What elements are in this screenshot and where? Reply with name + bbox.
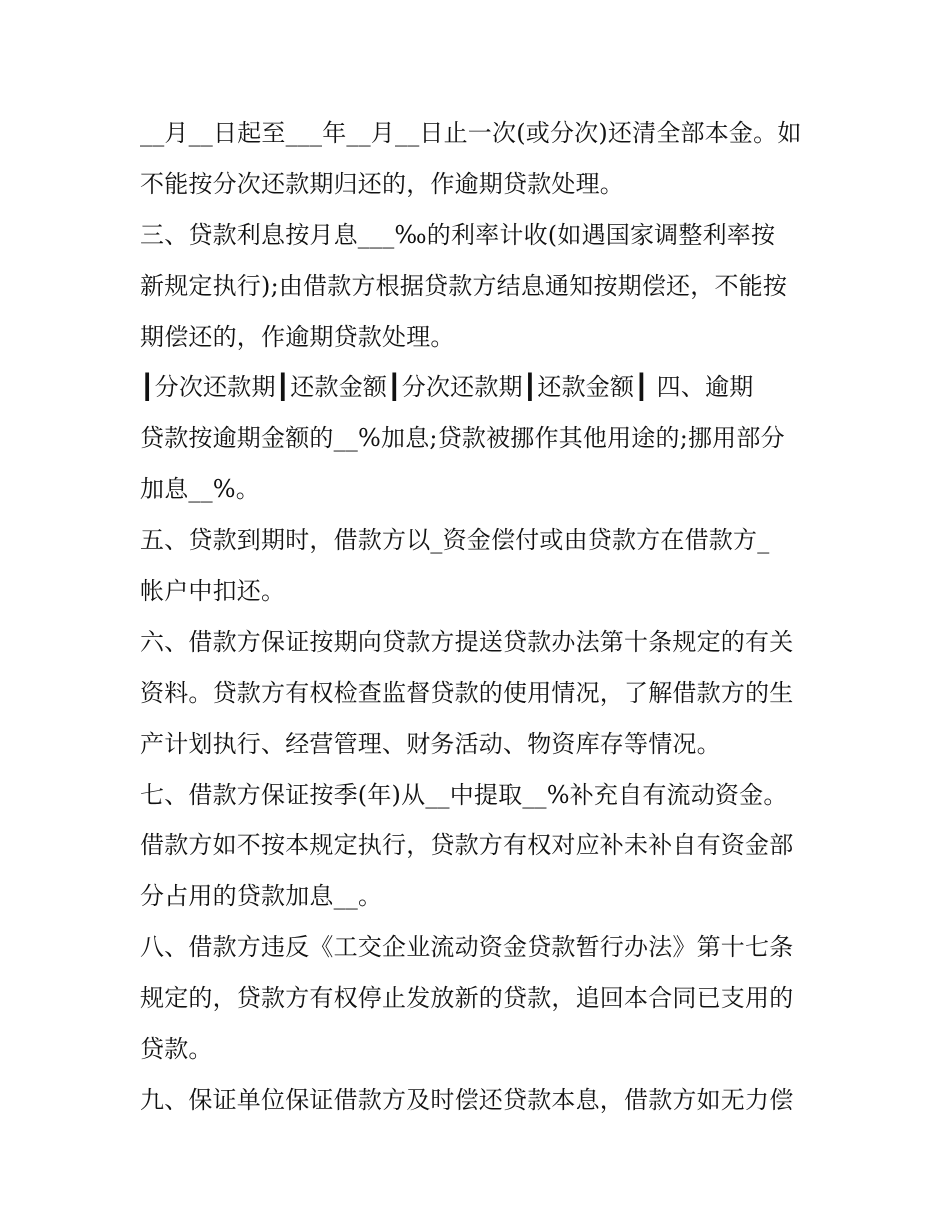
paragraph-clause-5-maturity	[140, 515, 820, 617]
text-line: 资料。贷款方有权检查监督贷款的使用情况，了解借款方的生	[140, 678, 794, 707]
paragraph-clause-8-violation	[140, 922, 820, 1075]
text-line: 七、借款方保证按季(年)从__中提取__%补充自有流动资金。	[140, 780, 788, 809]
text-line: 不能按分次还款期归还的，作逾期贷款处理。	[140, 169, 624, 198]
paragraph-clause-4-overdue	[140, 362, 820, 515]
text-line: 六、借款方保证按期向贷款方提送贷款办法第十条规定的有关	[140, 627, 794, 656]
paragraph-clause-7-own-funds	[140, 770, 820, 923]
text-line: 八、借款方违反《工交企业流动资金贷款暂行办法》第十七条	[140, 933, 794, 962]
text-line: 帐户中扣还。	[140, 577, 286, 606]
text-line: 三、贷款利息按月息___‰的利率计收(如遇国家调整利率按	[140, 220, 776, 249]
paragraph-clause-3-interest	[140, 210, 820, 363]
document-body	[140, 108, 820, 1126]
text-line: 九、保证单位保证借款方及时偿还贷款本息，借款方如无力偿	[140, 1085, 794, 1114]
text-line: 规定的，贷款方有权停止发放新的贷款，追回本合同已支用的	[140, 984, 794, 1013]
text-line: 借款方如不按本规定执行，贷款方有权对应补未补自有资金部	[140, 831, 794, 860]
text-line: 分占用的贷款加息__。	[140, 882, 383, 911]
text-line: 产计划执行、经营管理、财务活动、物资库存等情况。	[140, 729, 721, 758]
text-line: 新规定执行);由借款方根据贷款方结息通知按期偿还，不能按	[140, 271, 788, 300]
paragraph-clause-6-documents	[140, 617, 820, 770]
text-line: 贷款。	[140, 1035, 213, 1064]
text-line: 期偿还的，作逾期贷款处理。	[140, 322, 455, 351]
paragraph-clause-9-guarantee	[140, 1075, 820, 1126]
text-line: 加息__%。	[140, 475, 261, 504]
text-line: ┃分次还款期┃还款金额┃分次还款期┃还款金额┃ 四、逾期	[140, 373, 754, 402]
paragraph-repayment-term	[140, 108, 820, 210]
text-line: 五、贷款到期时，借款方以_资金偿付或由贷款方在借款方_	[140, 526, 770, 555]
text-line: __月__日起至___年__月__日止一次(或分次)还清全部本金。如	[140, 119, 802, 147]
text-line: 贷款按逾期金额的__%加息;贷款被挪作其他用途的;挪用部分	[140, 424, 785, 453]
